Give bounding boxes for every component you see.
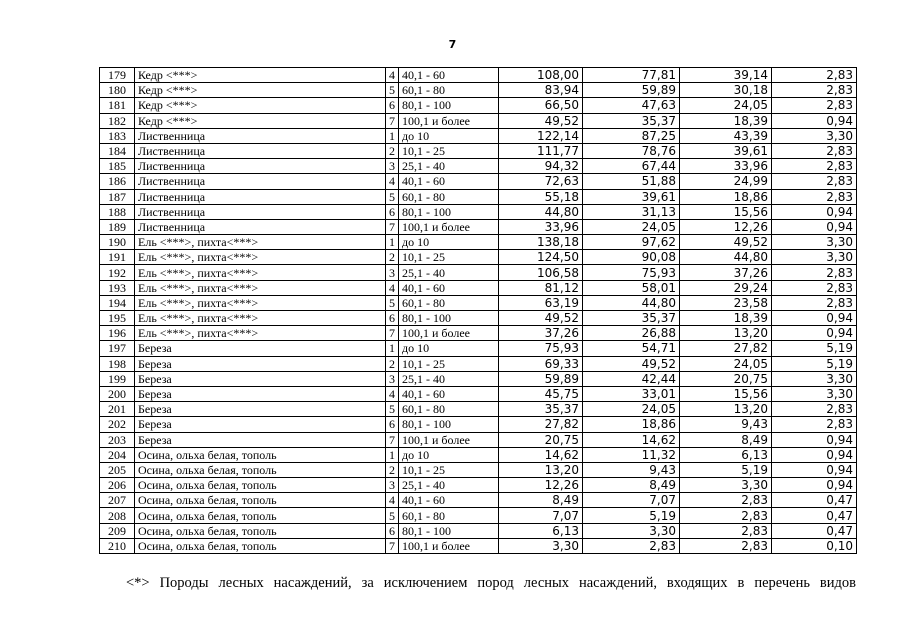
rate-cell-3: 5,19 <box>680 462 772 477</box>
rate-cell-1: 75,93 <box>499 341 583 356</box>
rate-cell-4: 2,83 <box>772 83 857 98</box>
rate-cell-4: 5,19 <box>772 356 857 371</box>
species-cell: Ель <***>, пихта<***> <box>135 295 386 310</box>
row-number-cell: 196 <box>100 326 135 341</box>
species-cell: Кедр <***> <box>135 68 386 83</box>
rate-cell-1: 49,52 <box>499 113 583 128</box>
class-cell: 2 <box>386 143 399 158</box>
class-cell: 4 <box>386 280 399 295</box>
species-cell: Осина, ольха белая, тополь <box>135 478 386 493</box>
species-cell: Береза <box>135 432 386 447</box>
rate-cell-1: 111,77 <box>499 143 583 158</box>
rate-cell-4: 0,94 <box>772 219 857 234</box>
range-cell: 100,1 и более <box>399 326 499 341</box>
class-cell: 5 <box>386 189 399 204</box>
rate-cell-4: 0,10 <box>772 538 857 553</box>
rate-cell-3: 9,43 <box>680 417 772 432</box>
rate-cell-1: 122,14 <box>499 128 583 143</box>
range-cell: 10,1 - 25 <box>399 356 499 371</box>
range-cell: 80,1 - 100 <box>399 204 499 219</box>
rate-cell-1: 138,18 <box>499 235 583 250</box>
table-row <box>100 113 857 128</box>
range-cell: 60,1 - 80 <box>399 402 499 417</box>
class-cell: 4 <box>386 174 399 189</box>
species-cell: Осина, ольха белая, тополь <box>135 523 386 538</box>
class-cell: 3 <box>386 371 399 386</box>
species-cell: Осина, ольха белая, тополь <box>135 447 386 462</box>
rate-cell-2: 8,49 <box>583 478 680 493</box>
species-cell: Береза <box>135 341 386 356</box>
species-cell: Береза <box>135 371 386 386</box>
table-row <box>100 143 857 158</box>
class-cell: 5 <box>386 402 399 417</box>
rate-cell-1: 81,12 <box>499 280 583 295</box>
row-number-cell: 200 <box>100 386 135 401</box>
species-cell: Кедр <***> <box>135 113 386 128</box>
rate-cell-3: 2,83 <box>680 493 772 508</box>
table-row <box>100 128 857 143</box>
class-cell: 5 <box>386 83 399 98</box>
class-cell: 4 <box>386 68 399 83</box>
range-cell: 40,1 - 60 <box>399 386 499 401</box>
rate-cell-4: 0,47 <box>772 493 857 508</box>
table-row <box>100 508 857 523</box>
rate-cell-1: 8,49 <box>499 493 583 508</box>
class-cell: 2 <box>386 462 399 477</box>
class-cell: 7 <box>386 219 399 234</box>
table-row <box>100 341 857 356</box>
rate-cell-2: 33,01 <box>583 386 680 401</box>
table-row <box>100 356 857 371</box>
row-number-cell: 179 <box>100 68 135 83</box>
rate-cell-4: 2,83 <box>772 159 857 174</box>
rate-cell-4: 0,94 <box>772 478 857 493</box>
rate-cell-3: 13,20 <box>680 402 772 417</box>
species-cell: Береза <box>135 417 386 432</box>
row-number-cell: 191 <box>100 250 135 265</box>
rate-cell-2: 39,61 <box>583 189 680 204</box>
table-row <box>100 189 857 204</box>
rate-cell-2: 14,62 <box>583 432 680 447</box>
rate-cell-1: 55,18 <box>499 189 583 204</box>
rate-cell-1: 83,94 <box>499 83 583 98</box>
row-number-cell: 205 <box>100 462 135 477</box>
row-number-cell: 210 <box>100 538 135 553</box>
rate-cell-3: 2,83 <box>680 508 772 523</box>
row-number-cell: 203 <box>100 432 135 447</box>
range-cell: 60,1 - 80 <box>399 189 499 204</box>
rate-cell-2: 31,13 <box>583 204 680 219</box>
species-cell: Лиственница <box>135 143 386 158</box>
range-cell: 100,1 и более <box>399 113 499 128</box>
rate-cell-4: 0,94 <box>772 113 857 128</box>
species-cell: Лиственница <box>135 204 386 219</box>
range-cell: 10,1 - 25 <box>399 250 499 265</box>
rate-cell-1: 7,07 <box>499 508 583 523</box>
rate-cell-4: 0,94 <box>772 204 857 219</box>
rate-cell-2: 26,88 <box>583 326 680 341</box>
table-row <box>100 68 857 83</box>
rate-cell-4: 2,83 <box>772 143 857 158</box>
row-number-cell: 185 <box>100 159 135 174</box>
range-cell: 60,1 - 80 <box>399 83 499 98</box>
rate-cell-1: 94,32 <box>499 159 583 174</box>
range-cell: 60,1 - 80 <box>399 508 499 523</box>
rate-cell-1: 63,19 <box>499 295 583 310</box>
range-cell: 25,1 - 40 <box>399 371 499 386</box>
class-cell: 1 <box>386 128 399 143</box>
range-cell: 25,1 - 40 <box>399 265 499 280</box>
row-number-cell: 194 <box>100 295 135 310</box>
rate-cell-4: 2,83 <box>772 280 857 295</box>
rate-cell-3: 13,20 <box>680 326 772 341</box>
rate-cell-3: 27,82 <box>680 341 772 356</box>
range-cell: до 10 <box>399 341 499 356</box>
rate-cell-3: 39,14 <box>680 68 772 83</box>
rate-cell-2: 49,52 <box>583 356 680 371</box>
species-cell: Ель <***>, пихта<***> <box>135 265 386 280</box>
range-cell: 80,1 - 100 <box>399 98 499 113</box>
row-number-cell: 207 <box>100 493 135 508</box>
rate-cell-4: 2,83 <box>772 98 857 113</box>
table-row <box>100 280 857 295</box>
row-number-cell: 180 <box>100 83 135 98</box>
species-cell: Ель <***>, пихта<***> <box>135 250 386 265</box>
species-cell: Ель <***>, пихта<***> <box>135 326 386 341</box>
table-row <box>100 402 857 417</box>
range-cell: 100,1 и более <box>399 538 499 553</box>
rate-cell-3: 33,96 <box>680 159 772 174</box>
rate-cell-1: 59,89 <box>499 371 583 386</box>
rate-cell-1: 12,26 <box>499 478 583 493</box>
rate-cell-2: 24,05 <box>583 219 680 234</box>
rate-cell-3: 24,05 <box>680 356 772 371</box>
rate-cell-2: 7,07 <box>583 493 680 508</box>
rate-cell-2: 90,08 <box>583 250 680 265</box>
rate-cell-4: 0,47 <box>772 523 857 538</box>
class-cell: 4 <box>386 386 399 401</box>
rate-cell-2: 35,37 <box>583 113 680 128</box>
rate-cell-3: 8,49 <box>680 432 772 447</box>
table-row <box>100 478 857 493</box>
rate-cell-4: 3,30 <box>772 128 857 143</box>
class-cell: 3 <box>386 478 399 493</box>
rate-cell-4: 0,94 <box>772 311 857 326</box>
table-row <box>100 447 857 462</box>
table-row <box>100 174 857 189</box>
rate-cell-3: 43,39 <box>680 128 772 143</box>
rate-cell-1: 14,62 <box>499 447 583 462</box>
class-cell: 7 <box>386 432 399 447</box>
class-cell: 7 <box>386 113 399 128</box>
table-row <box>100 83 857 98</box>
rate-cell-3: 18,39 <box>680 113 772 128</box>
range-cell: 80,1 - 100 <box>399 311 499 326</box>
row-number-cell: 187 <box>100 189 135 204</box>
rate-cell-3: 23,58 <box>680 295 772 310</box>
rate-cell-4: 2,83 <box>772 402 857 417</box>
range-cell: 25,1 - 40 <box>399 159 499 174</box>
class-cell: 6 <box>386 98 399 113</box>
class-cell: 6 <box>386 204 399 219</box>
rate-cell-3: 30,18 <box>680 83 772 98</box>
rate-cell-4: 2,83 <box>772 189 857 204</box>
row-number-cell: 192 <box>100 265 135 280</box>
rate-cell-1: 35,37 <box>499 402 583 417</box>
footnote: <*> Породы лесных насаждений, за исключением пород лесных насаждений, входящих в перечень видов <box>126 575 856 591</box>
rate-cell-4: 3,30 <box>772 235 857 250</box>
species-cell: Береза <box>135 402 386 417</box>
rate-cell-1: 6,13 <box>499 523 583 538</box>
rate-cell-2: 87,25 <box>583 128 680 143</box>
row-number-cell: 204 <box>100 447 135 462</box>
range-cell: 100,1 и более <box>399 432 499 447</box>
range-cell: 10,1 - 25 <box>399 462 499 477</box>
row-number-cell: 198 <box>100 356 135 371</box>
rate-cell-3: 20,75 <box>680 371 772 386</box>
row-number-cell: 201 <box>100 402 135 417</box>
species-cell: Осина, ольха белая, тополь <box>135 493 386 508</box>
rate-cell-1: 124,50 <box>499 250 583 265</box>
row-number-cell: 193 <box>100 280 135 295</box>
row-number-cell: 202 <box>100 417 135 432</box>
range-cell: до 10 <box>399 447 499 462</box>
class-cell: 3 <box>386 265 399 280</box>
rate-cell-3: 15,56 <box>680 204 772 219</box>
row-number-cell: 197 <box>100 341 135 356</box>
rate-cell-2: 75,93 <box>583 265 680 280</box>
rate-cell-1: 37,26 <box>499 326 583 341</box>
rate-cell-2: 44,80 <box>583 295 680 310</box>
rate-cell-4: 2,83 <box>772 174 857 189</box>
row-number-cell: 188 <box>100 204 135 219</box>
species-cell: Осина, ольха белая, тополь <box>135 462 386 477</box>
rate-cell-3: 2,83 <box>680 538 772 553</box>
rate-cell-3: 39,61 <box>680 143 772 158</box>
class-cell: 1 <box>386 447 399 462</box>
row-number-cell: 195 <box>100 311 135 326</box>
class-cell: 5 <box>386 295 399 310</box>
page-number: 7 <box>448 38 457 51</box>
table-row <box>100 523 857 538</box>
class-cell: 7 <box>386 538 399 553</box>
range-cell: 80,1 - 100 <box>399 523 499 538</box>
rate-cell-4: 5,19 <box>772 341 857 356</box>
row-number-cell: 190 <box>100 235 135 250</box>
range-cell: 80,1 - 100 <box>399 417 499 432</box>
species-cell: Лиственница <box>135 189 386 204</box>
species-cell: Береза <box>135 386 386 401</box>
row-number-cell: 199 <box>100 371 135 386</box>
rate-cell-2: 78,76 <box>583 143 680 158</box>
species-cell: Ель <***>, пихта<***> <box>135 235 386 250</box>
table-row <box>100 159 857 174</box>
rate-cell-2: 77,81 <box>583 68 680 83</box>
class-cell: 4 <box>386 493 399 508</box>
rate-cell-3: 49,52 <box>680 235 772 250</box>
rate-cell-1: 49,52 <box>499 311 583 326</box>
row-number-cell: 184 <box>100 143 135 158</box>
rate-cell-2: 58,01 <box>583 280 680 295</box>
rate-cell-1: 45,75 <box>499 386 583 401</box>
rate-cell-4: 0,94 <box>772 462 857 477</box>
class-cell: 5 <box>386 508 399 523</box>
row-number-cell: 183 <box>100 128 135 143</box>
rate-cell-4: 0,94 <box>772 326 857 341</box>
rate-cell-2: 97,62 <box>583 235 680 250</box>
rate-cell-2: 5,19 <box>583 508 680 523</box>
rate-cell-3: 18,39 <box>680 311 772 326</box>
range-cell: 40,1 - 60 <box>399 174 499 189</box>
rate-cell-2: 51,88 <box>583 174 680 189</box>
class-cell: 3 <box>386 159 399 174</box>
rate-cell-2: 59,89 <box>583 83 680 98</box>
rate-cell-1: 72,63 <box>499 174 583 189</box>
rate-cell-3: 24,99 <box>680 174 772 189</box>
class-cell: 6 <box>386 311 399 326</box>
class-cell: 7 <box>386 326 399 341</box>
species-cell: Лиственница <box>135 219 386 234</box>
table-row <box>100 98 857 113</box>
species-cell: Лиственница <box>135 128 386 143</box>
species-cell: Осина, ольха белая, тополь <box>135 508 386 523</box>
rate-cell-2: 3,30 <box>583 523 680 538</box>
row-number-cell: 181 <box>100 98 135 113</box>
class-cell: 6 <box>386 523 399 538</box>
table-row <box>100 235 857 250</box>
rate-cell-2: 35,37 <box>583 311 680 326</box>
rate-cell-4: 3,30 <box>772 371 857 386</box>
table-row <box>100 204 857 219</box>
table-row <box>100 462 857 477</box>
table-row <box>100 295 857 310</box>
class-cell: 2 <box>386 356 399 371</box>
row-number-cell: 182 <box>100 113 135 128</box>
rate-cell-4: 0,47 <box>772 508 857 523</box>
row-number-cell: 206 <box>100 478 135 493</box>
species-cell: Береза <box>135 356 386 371</box>
table-row <box>100 265 857 280</box>
range-cell: 40,1 - 60 <box>399 68 499 83</box>
rate-cell-4: 3,30 <box>772 386 857 401</box>
rate-cell-1: 33,96 <box>499 219 583 234</box>
table-row <box>100 386 857 401</box>
range-cell: 40,1 - 60 <box>399 280 499 295</box>
rate-cell-1: 44,80 <box>499 204 583 219</box>
rates-table <box>99 67 857 554</box>
table-row <box>100 219 857 234</box>
rate-cell-3: 15,56 <box>680 386 772 401</box>
rate-cell-1: 69,33 <box>499 356 583 371</box>
species-cell: Лиственница <box>135 174 386 189</box>
species-cell: Кедр <***> <box>135 98 386 113</box>
rate-cell-4: 2,83 <box>772 68 857 83</box>
rate-cell-3: 12,26 <box>680 219 772 234</box>
table-body <box>100 68 857 554</box>
class-cell: 6 <box>386 417 399 432</box>
rate-cell-3: 18,86 <box>680 189 772 204</box>
rate-cell-2: 67,44 <box>583 159 680 174</box>
rate-cell-1: 66,50 <box>499 98 583 113</box>
species-cell: Ель <***>, пихта<***> <box>135 311 386 326</box>
rate-cell-1: 27,82 <box>499 417 583 432</box>
species-cell: Лиственница <box>135 159 386 174</box>
rate-cell-1: 3,30 <box>499 538 583 553</box>
rate-cell-3: 37,26 <box>680 265 772 280</box>
rate-cell-3: 3,30 <box>680 478 772 493</box>
species-cell: Ель <***>, пихта<***> <box>135 280 386 295</box>
rate-cell-2: 54,71 <box>583 341 680 356</box>
range-cell: 40,1 - 60 <box>399 493 499 508</box>
rate-cell-3: 6,13 <box>680 447 772 462</box>
species-cell: Осина, ольха белая, тополь <box>135 538 386 553</box>
rate-cell-1: 20,75 <box>499 432 583 447</box>
table-row <box>100 432 857 447</box>
rate-cell-3: 2,83 <box>680 523 772 538</box>
rate-cell-4: 3,30 <box>772 250 857 265</box>
rate-cell-4: 2,83 <box>772 295 857 310</box>
rate-cell-2: 47,63 <box>583 98 680 113</box>
species-cell: Кедр <***> <box>135 83 386 98</box>
class-cell: 1 <box>386 235 399 250</box>
class-cell: 2 <box>386 250 399 265</box>
rate-cell-2: 42,44 <box>583 371 680 386</box>
table-row <box>100 311 857 326</box>
table-row <box>100 538 857 553</box>
rate-cell-2: 2,83 <box>583 538 680 553</box>
rate-cell-4: 0,94 <box>772 447 857 462</box>
rate-cell-2: 9,43 <box>583 462 680 477</box>
class-cell: 1 <box>386 341 399 356</box>
rate-cell-1: 13,20 <box>499 462 583 477</box>
rate-cell-4: 2,83 <box>772 265 857 280</box>
row-number-cell: 209 <box>100 523 135 538</box>
rate-cell-3: 29,24 <box>680 280 772 295</box>
range-cell: 60,1 - 80 <box>399 295 499 310</box>
table-row <box>100 371 857 386</box>
row-number-cell: 208 <box>100 508 135 523</box>
table-row <box>100 417 857 432</box>
table-row <box>100 326 857 341</box>
rate-cell-2: 18,86 <box>583 417 680 432</box>
table-row <box>100 250 857 265</box>
rate-cell-2: 11,32 <box>583 447 680 462</box>
range-cell: до 10 <box>399 235 499 250</box>
range-cell: 10,1 - 25 <box>399 143 499 158</box>
row-number-cell: 189 <box>100 219 135 234</box>
rate-cell-4: 2,83 <box>772 417 857 432</box>
range-cell: 25,1 - 40 <box>399 478 499 493</box>
rate-cell-4: 0,94 <box>772 432 857 447</box>
row-number-cell: 186 <box>100 174 135 189</box>
range-cell: 100,1 и более <box>399 219 499 234</box>
rate-cell-3: 44,80 <box>680 250 772 265</box>
rate-cell-2: 24,05 <box>583 402 680 417</box>
rate-cell-1: 108,00 <box>499 68 583 83</box>
table-row <box>100 493 857 508</box>
rate-cell-1: 106,58 <box>499 265 583 280</box>
range-cell: до 10 <box>399 128 499 143</box>
rate-cell-3: 24,05 <box>680 98 772 113</box>
